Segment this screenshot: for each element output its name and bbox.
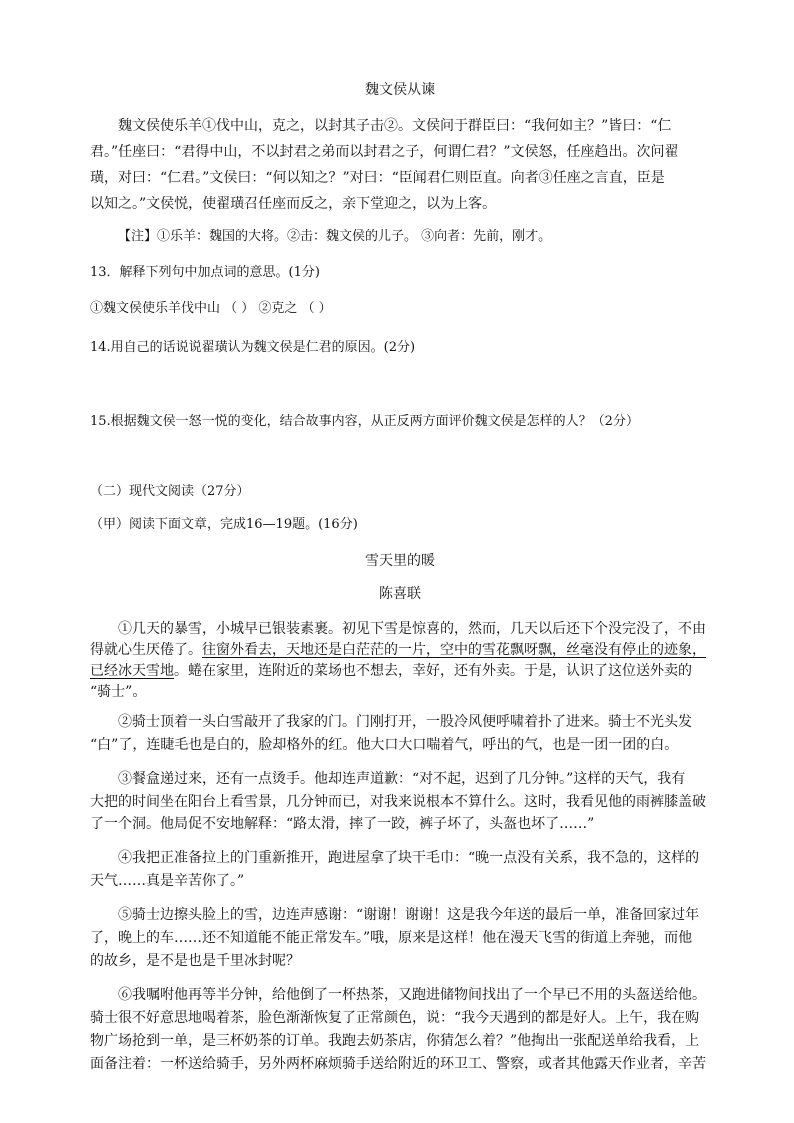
paragraph-6-line-3: 物广场抢到一单，是三杯奶茶的订单。我跑去奶茶店，你猜怎么着？”他掏出一张配送单给我看，上 [90,1033,700,1049]
paragraph-6-line-4: 面备注着：一杯送给骑手，另外两杯麻烦骑手送给附近的环卫工、警察，或者其他露天作业者，辛苦 [90,1056,706,1072]
paragraph-1-line-3 [90,662,710,680]
paragraph-4-line-2: 天气……真是辛苦你了。” [90,873,245,889]
modern-sub-heading: （甲）阅读下面文章，完成16—19题。(16分) [90,517,358,532]
question-14: 14.用自己的话说说翟璜认为魏文侯是仁君的原因。(2分) [90,340,416,355]
paragraph-6-line-2: 骑士很不好意思地喝着茶，脸色渐渐恢复了正常颜色，说：“我今天遇到的都是好人。上午，我在购 [90,1010,700,1026]
classical-line-3: 璜，对曰：“仁君。”文侯曰：“何以知之？”对曰：“臣闻君仁则臣直。向者③任座之言直，臣是 [90,170,665,186]
paragraph-1-line-2 [90,641,710,659]
paragraph-1-text: 得就心生厌倦了。 [90,642,202,658]
modern-section-heading: （二）现代文阅读（27分） [90,484,250,499]
underlined-phrase: 已经冰天雪地 [90,663,174,679]
paragraph-5-line-2: 了，晚上的车……还不知道能不能正常发车。”哦，原来是这样！他在漫天飞雪的街道上奔驰，而他 [90,930,693,946]
classical-title: 魏文侯从谏 [365,82,435,98]
paragraph-3-line-2: 大把的时间坐在阳台上看雪景，几分钟而已，对我来说根本不算什么。这时，我看见他的雨裤膝盖破 [90,794,706,810]
paragraph-3-line-1: ③餐盒递过来，还有一点烫手。他却连声道歉：“对不起，迟到了几分钟。”这样的天气，我有 [118,771,686,787]
paragraph-2-line-2: “白”了，连睫毛也是白的，脸却格外的红。他大口大口喘着气，呼出的气，也是一团一团的白。 [90,737,679,753]
paragraph-1-text-continued: 。蜷在家里，连附近的菜场也不想去，幸好，还有外卖。于是，认识了这位送外卖的 [174,663,692,679]
paragraph-4-line-1: ④我把正准备拉上的门重新推开，跑进屋拿了块干毛巾：“晚一点没有关系，我不急的，这样的 [118,850,700,866]
question-15: 15.根据魏文侯一怒一悦的变化，结合故事内容，从正反两方面评价魏文侯是怎样的人？（2分） [90,414,639,429]
paragraph-6-line-1: ⑥我嘱咐他再等半分钟，给他倒了一杯热茶，又跑进储物间找出了一个早已不用的头盔送给他。 [118,987,706,1003]
paragraph-1-line-4: “骑士”。 [90,684,147,700]
article-title: 雪天里的暖 [365,553,435,569]
classical-line-1: 魏文侯使乐羊①伐中山，克之，以封其子击②。文侯问于群臣曰：“我何如主？”皆曰：“仁 [118,118,672,134]
paragraph-2-line-1: ②骑士顶着一头白雪敲开了我家的门。门刚打开，一股冷风便呼啸着扑了进来。骑士不光头发 [118,714,692,730]
paragraph-5-line-3: 的故乡，是不是也是千里冰封呢？ [90,953,300,969]
classical-line-4: 以知之。”文侯悦，使翟璜召任座而反之，亲下堂迎之，以为上客。 [90,196,497,212]
underlined-sentence: 往窗外看去，天地还是白茫茫的一片，空中的雪花飘呀飘，丝毫没有停止的迹象， [202,642,706,658]
paragraph-1-line-1: ①几天的暴雪，小城早已银装素裹。初见下雪是惊喜的，然而，几天以后还下个没完没了，不由 [118,621,706,637]
classical-line-2: 君。”任座曰：“君得中山，不以封君之弟而以封君之子，何谓仁君？”文侯怒，任座趋出。次问翟 [90,144,679,160]
article-author: 陈喜联 [379,586,421,602]
paragraph-3-line-3: 了一个洞。他局促不安地解释：“路太滑，摔了一跤，裤子坏了，头盔也坏了……” [90,816,595,832]
question-13-items: ①魏文侯使乐羊伐中山 （ ） ②克之 （ ） [90,301,332,316]
classical-note: 【注】①乐羊：魏国的大将。②击：魏文侯的儿子。 ③向者：先前，刚才。 [118,229,552,244]
paragraph-5-line-1: ⑤骑士边擦头脸上的雪，边连声感谢：“谢谢！谢谢！这是我今年送的最后一单，准备回家过年 [118,907,700,923]
question-13: 13．解释下列句中加点词的意思。(1分) [90,265,320,280]
